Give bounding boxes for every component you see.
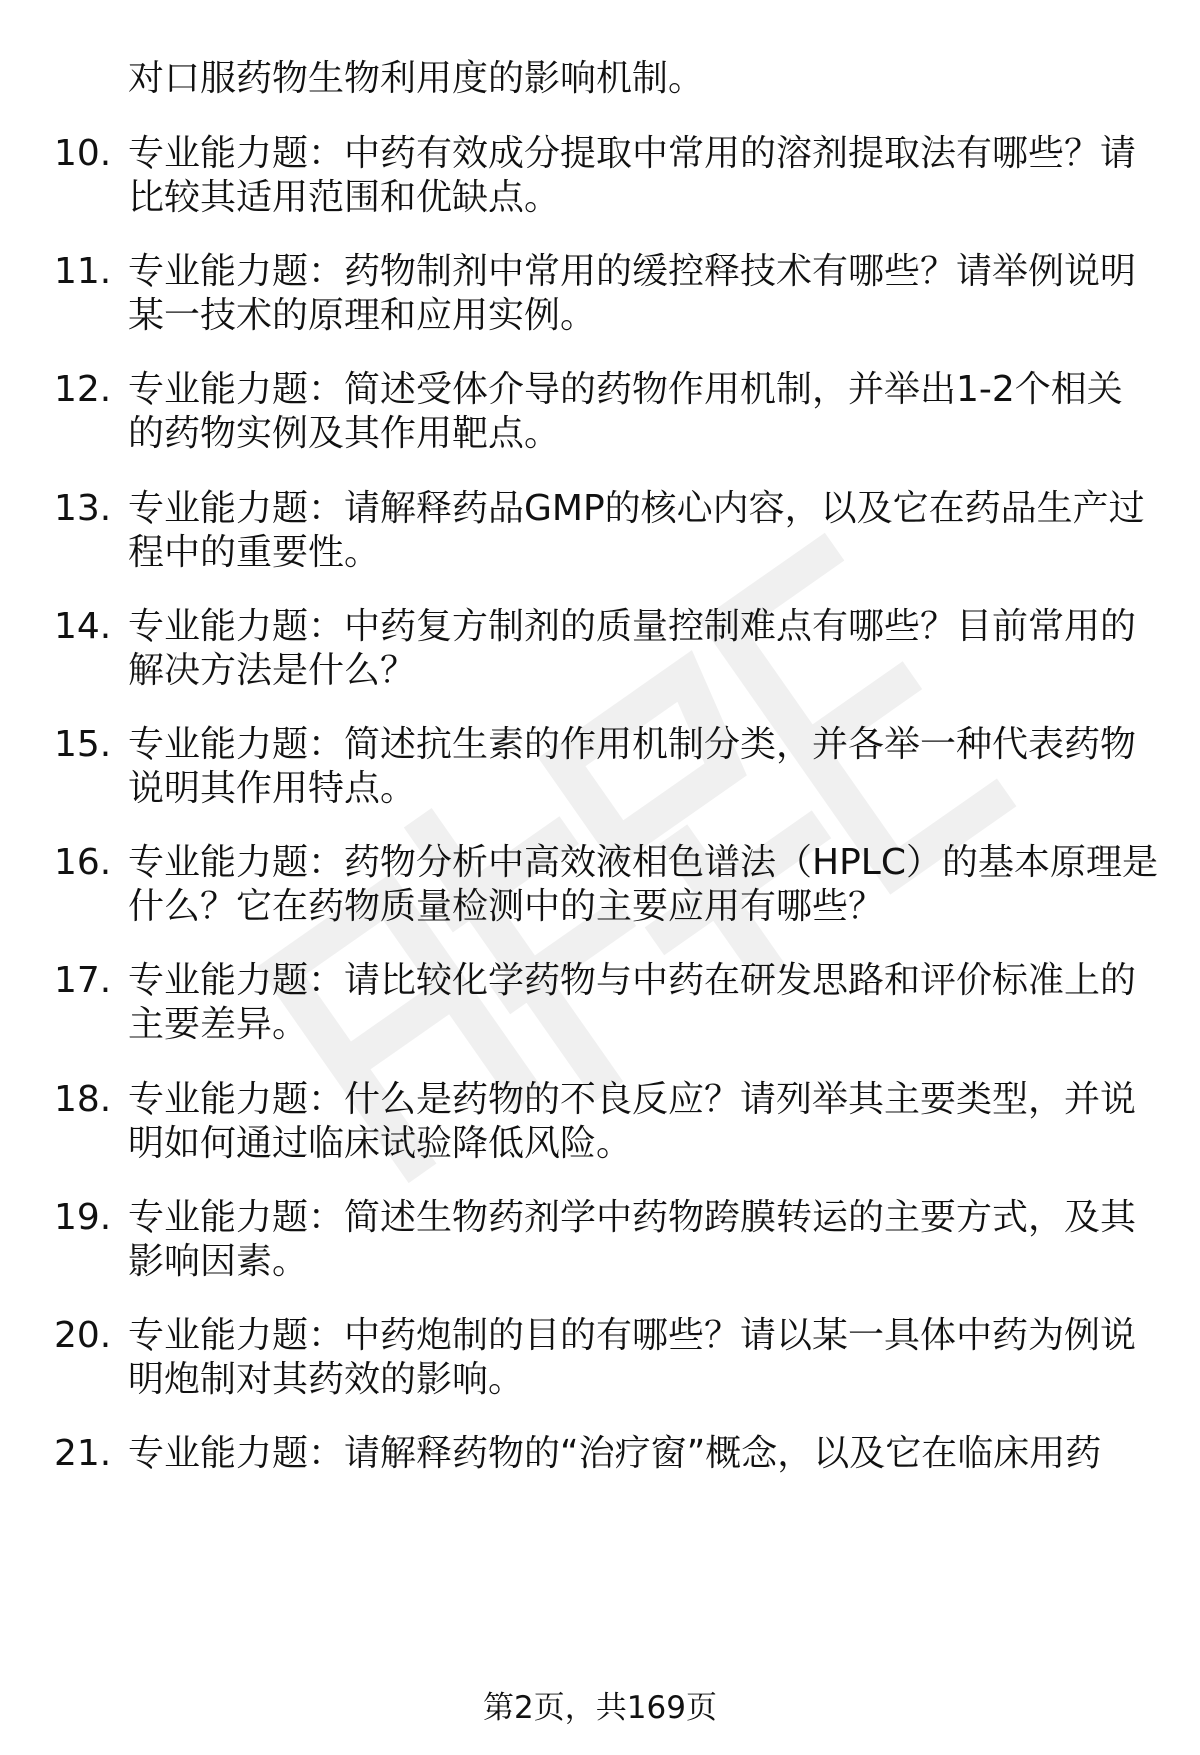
question-text-line: 什么？它在药物质量检测中的主要应用有哪些？	[128, 886, 885, 927]
question-text-line: 专业能力题：请解释药品GMP的核心内容，以及它在药品生产过	[128, 488, 1145, 529]
question-number: 11.	[54, 251, 112, 292]
question-text-line: 解决方法是什么？	[128, 650, 417, 691]
question-text-line: 专业能力题：简述受体介导的药物作用机制，并举出1-2个相关	[128, 369, 1123, 410]
question-text-line: 主要差异。	[128, 1004, 309, 1045]
question-text-line: 专业能力题：简述抗生素的作用机制分类，并各举一种代表药物	[128, 724, 1137, 765]
question-number: 20.	[54, 1315, 112, 1356]
question-text-line: 专业能力题：请解释药物的“治疗窗”概念，以及它在临床用药	[128, 1433, 1102, 1474]
question-text-line: 专业能力题：简述生物药剂学中药物跨膜转运的主要方式，及其	[128, 1197, 1137, 1238]
question-number: 21.	[54, 1433, 112, 1474]
question-text-line: 专业能力题：药物分析中高效液相色谱法（HPLC）的基本原理是	[128, 842, 1158, 883]
continuation-text: 对口服药物生物利用度的影响机制。	[128, 58, 705, 99]
question-number: 13.	[54, 488, 112, 529]
question-number: 16.	[54, 842, 112, 883]
question-text-line: 明如何通过临床试验降低风险。	[128, 1123, 633, 1164]
question-number: 17.	[54, 960, 112, 1001]
question-text-line: 专业能力题：药物制剂中常用的缓控释技术有哪些？请举例说明	[128, 251, 1137, 292]
question-text-line: 专业能力题：中药炮制的目的有哪些？请以某一具体中药为例说	[128, 1315, 1137, 1356]
question-text-line: 专业能力题：中药复方制剂的质量控制难点有哪些？目前常用的	[128, 606, 1137, 647]
question-text-line: 的药物实例及其作用靶点。	[128, 413, 561, 454]
question-text-line: 专业能力题：什么是药物的不良反应？请列举其主要类型，并说	[128, 1079, 1137, 1120]
question-number: 12.	[54, 369, 112, 410]
question-number: 10.	[54, 133, 112, 174]
question-number: 14.	[54, 606, 112, 647]
question-text-line: 比较其适用范围和优缺点。	[128, 177, 561, 218]
question-text-line: 专业能力题：中药有效成分提取中常用的溶剂提取法有哪些？请	[128, 133, 1137, 174]
question-number: 18.	[54, 1079, 112, 1120]
question-number: 19.	[54, 1197, 112, 1238]
question-text-line: 专业能力题：请比较化学药物与中药在研发思路和评价标准上的	[128, 960, 1137, 1001]
question-text-line: 程中的重要性。	[128, 532, 381, 573]
question-text-line: 明炮制对其药效的影响。	[128, 1359, 525, 1400]
question-text-line: 某一技术的原理和应用实例。	[128, 295, 597, 336]
page-footer: 第2页，共169页	[483, 1690, 717, 1726]
question-text-line: 影响因素。	[128, 1241, 309, 1282]
question-number: 15.	[54, 724, 112, 765]
question-text-line: 说明其作用特点。	[128, 768, 417, 809]
